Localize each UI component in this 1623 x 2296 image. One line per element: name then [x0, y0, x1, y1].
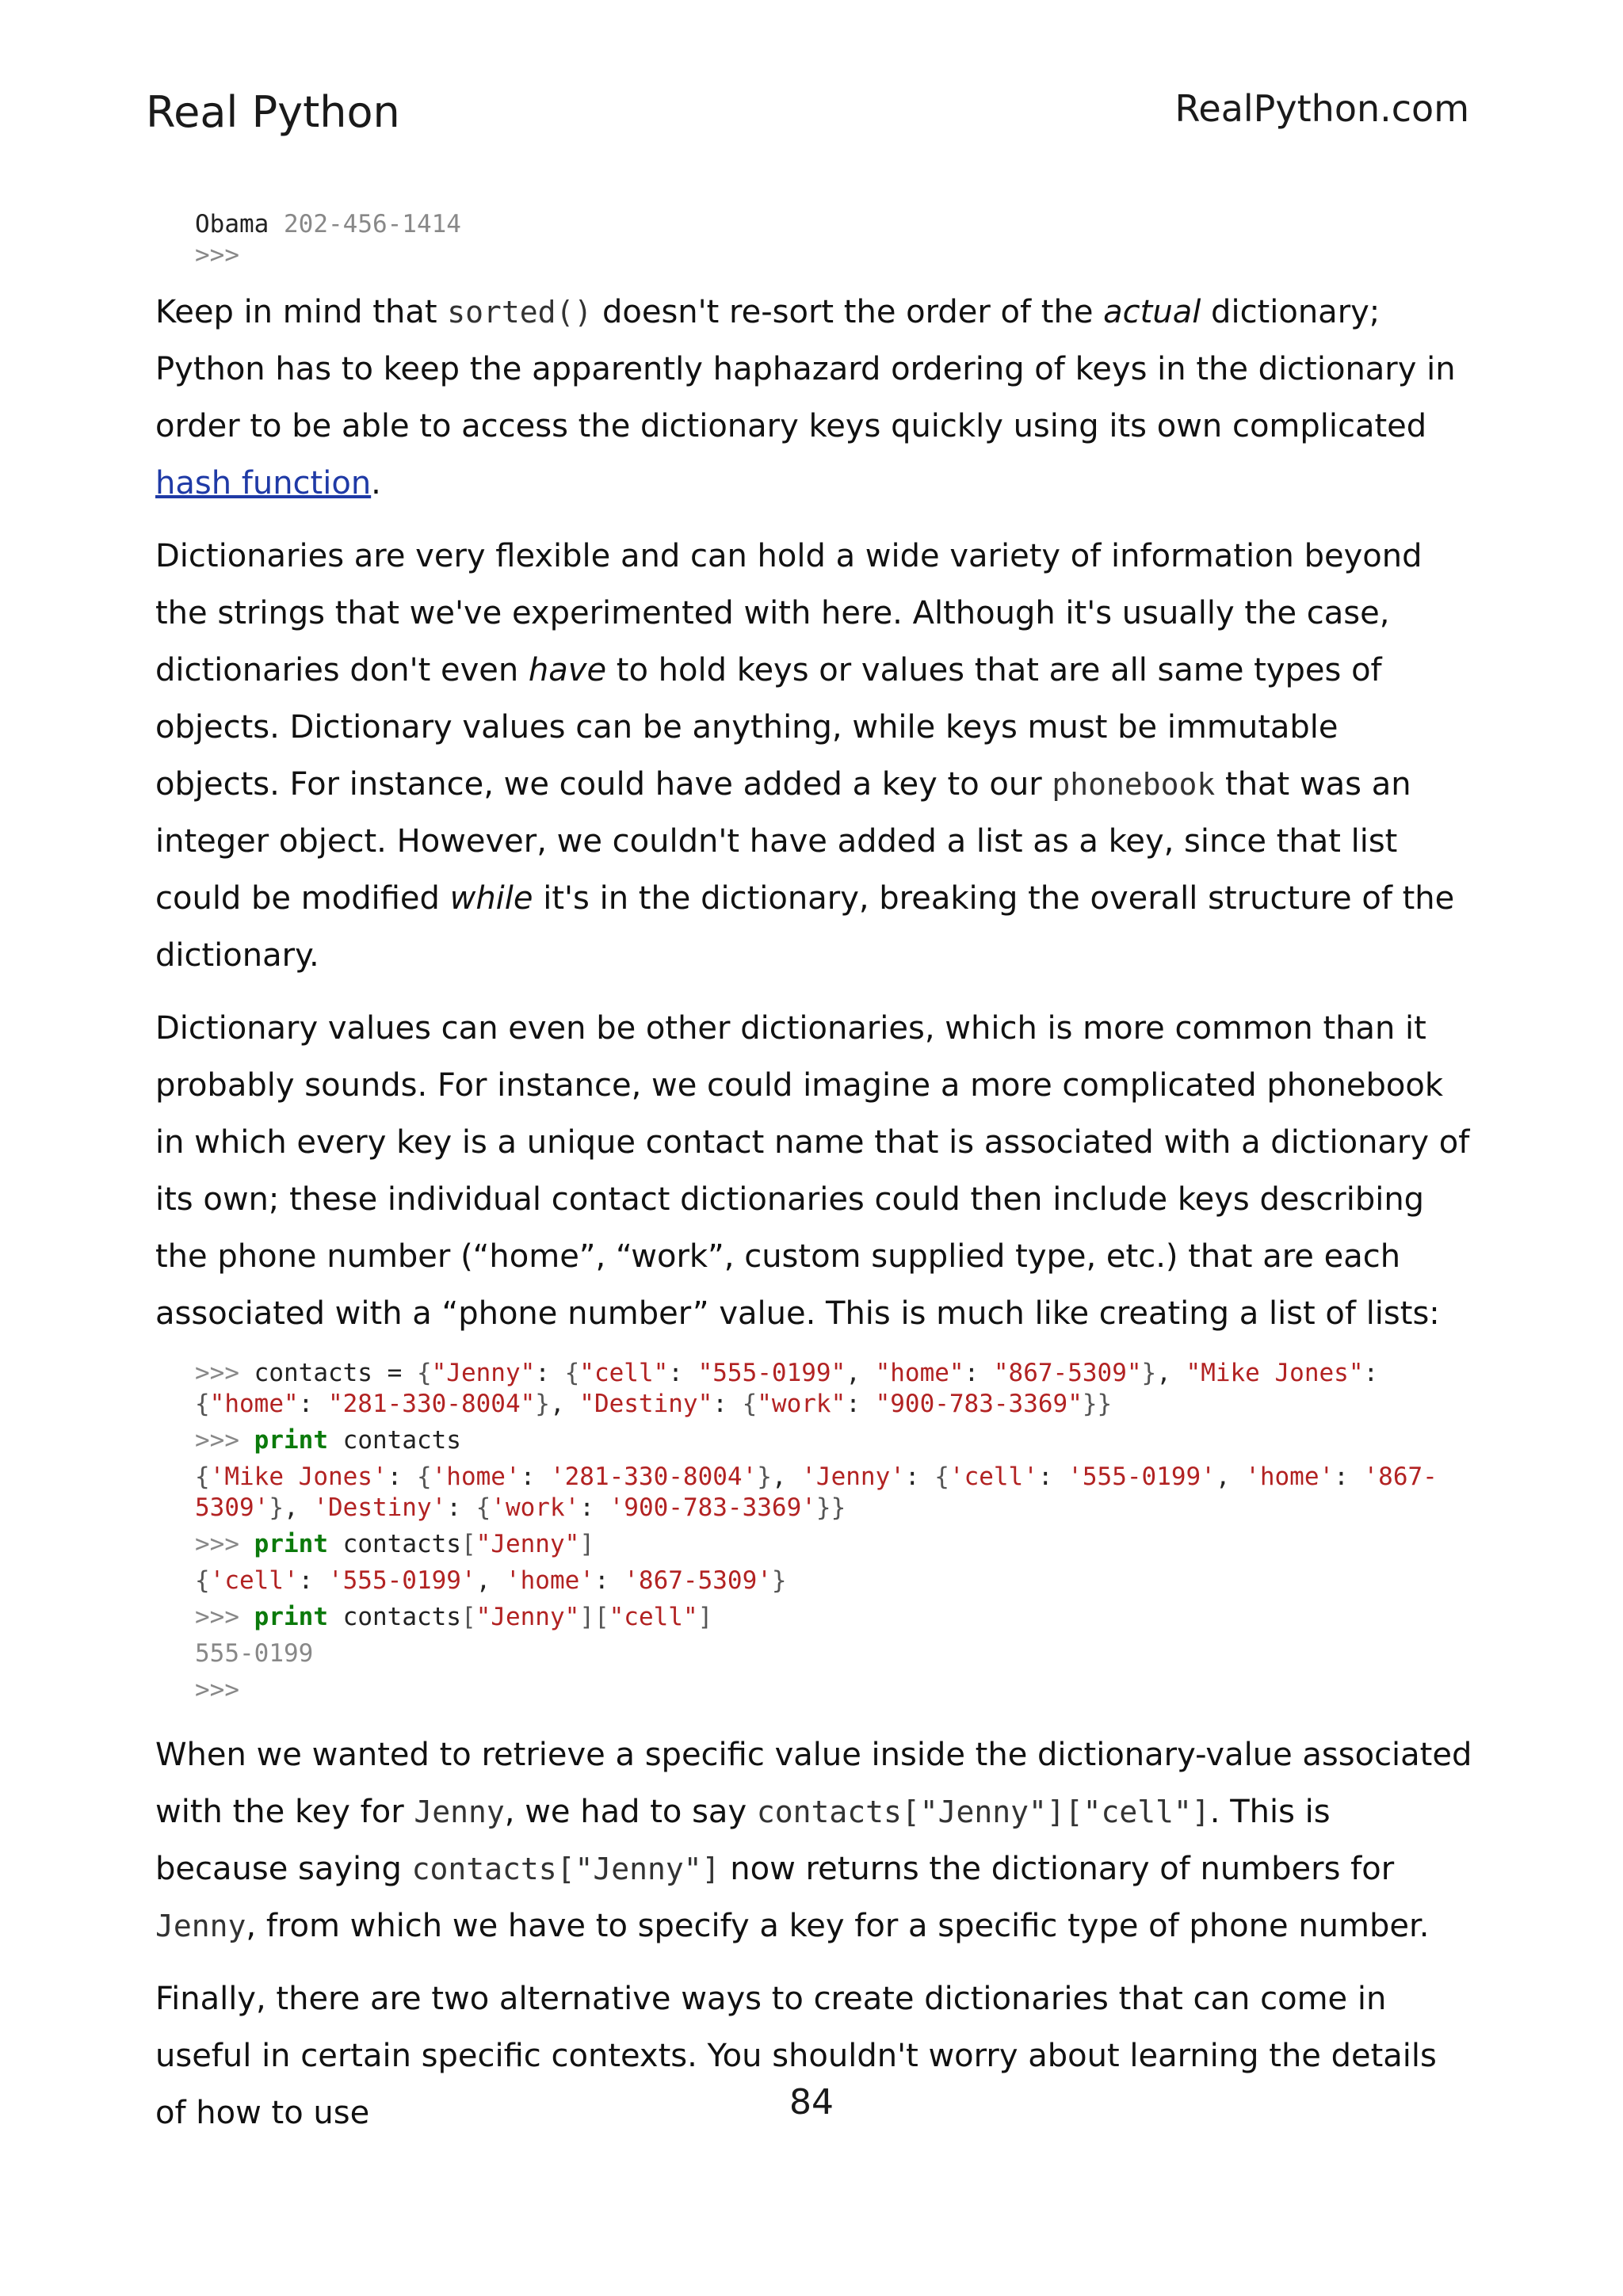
book-title: Real Python [146, 87, 400, 137]
paragraph-sorted: Keep in mind that sorted() doesn't re-sort the order of the actual dictionary; Python has to keep the apparently haphazard ordering of keys in the dictionary in order to be able to access the dictionary keys quickly using its own complicated hash function. [155, 294, 1456, 502]
site-name: RealPython.com [1174, 87, 1469, 130]
inline-code-phonebook: phonebook [1052, 767, 1216, 802]
paragraph-alternatives: Finally, there are two alternative ways to create dictionaries that can come in useful in certain specific contexts. You shouldn't worry about learning the details of how to use [155, 1981, 1437, 2131]
code-block-contacts: >>> contacts = {"Jenny": {"cell": "555-0199", "home": "867-5309"}, "Mike Jones": {"home": "281-330-8004"}, "Destiny": {"work": "900-783-3369"}} >>> print contacts {'Mike Jones': {'home': '281-330-8004'}, 'Jenny': {'cell': '555-0199', 'home': '867-5309'}, 'Destiny': {'work': '900-783-3369'}} >>> print contacts["Jenny"] {'cell': '555-0199', 'home': '867-5309'} >>> print contacts["Jenny"]["cell"] 555-0199 >>> [195, 1359, 1438, 1704]
code-block-top [195, 209, 1472, 271]
page-number: 84 [789, 2082, 834, 2122]
inline-code-contacts-jenny-cell: contacts["Jenny"]["cell"] [756, 1794, 1210, 1829]
code-prompt: >>> [195, 241, 239, 269]
emphasis-actual: actual [1103, 294, 1201, 330]
inline-code-contacts-jenny: contacts["Jenny"] [411, 1852, 720, 1886]
inline-code-sorted: sorted() [447, 295, 593, 330]
paragraph-flexible: Dictionaries are very flexible and can hold a wide variety of information beyond the strings that we've experimented with here. Although it's usually the case, dictionaries don't even have to hold keys or values that are all same types of objects. Dictionary values can be anything, while keys must be immutable objects. For instance, we could have added a key to our phonebook that was an integer object. However, we couldn't have added a list as a key, since that list could be modified while it's in the dictionary, breaking the overall structure of the dictionary. [155, 538, 1455, 974]
page-content [155, 209, 1472, 2142]
code-output-name: Obama [195, 210, 269, 238]
paragraph-retrieve: When we wanted to retrieve a specific value inside the dictionary-value associated with the key for Jenny, we had to say contacts["Jenny"]["cell"]. This is because saying contacts["Jenny"] now returns the dictionary of numbers for Jenny, from which we have to specify a key for a specific type of phone number. [155, 1737, 1472, 1944]
code-output-number: 202-456-1414 [284, 210, 461, 238]
paragraph-nested: Dictionary values can even be other dictionaries, which is more common than it probably sounds. For instance, we could imagine a more complicated phonebook in which every key is a unique contact name that is associated with a dictionary of its own; these individual contact dictionaries could then include keys describing the phone number (“home”, “work”, custom supplied type, etc.) that are each associated with a “phone number” value. This is much like creating a list of lists: [155, 1010, 1470, 1332]
emphasis-while: while [449, 880, 533, 917]
hash-function-link[interactable]: hash function [155, 465, 372, 502]
inline-code-jenny: Jenny [414, 1794, 505, 1829]
inline-code-jenny-2: Jenny [155, 1909, 246, 1943]
emphasis-have: have [528, 652, 607, 688]
